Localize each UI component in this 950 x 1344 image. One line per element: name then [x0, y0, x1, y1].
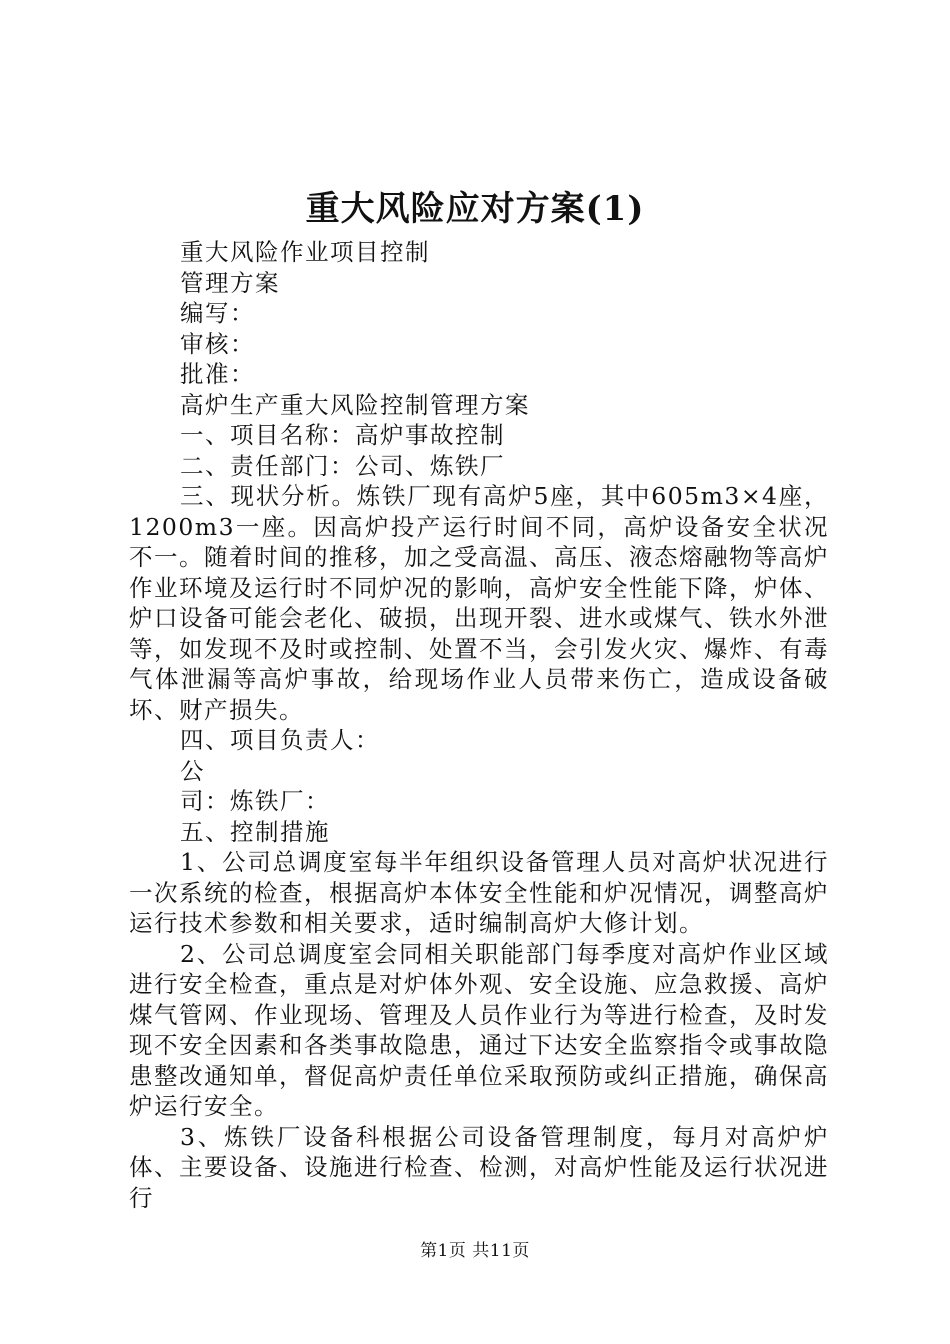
- project-leader-heading: 四、项目负责人：: [180, 726, 380, 754]
- control-measures-heading: 五、控制措施: [180, 817, 330, 846]
- status-analysis-paragraph: 三、现状分析。炼铁厂现有高炉5座，其中605m3×4座，1200m3一座。因高炉投产运行时间不同，高炉设备安全状况不一。随着时间的推移，加之受高温、高压、液态熔融物等高炉作业环境及运行时不同炉况的影响，高炉安全性能下降，炉体、炉口设备可能会老化、破损，出现开裂、进水或煤气、铁水外泄等，如发现不及时或控制、处置不当，会引发火灾、爆炸、有毒气体泄漏等高炉事故，给现场作业人员带来伤亡，造成设备破坏、财产损失。: [129, 482, 829, 724]
- document-body: [129, 237, 829, 1213]
- page-footer: 第1页 共11页: [420, 1241, 530, 1261]
- measure-paragraph: 3、炼铁厂设备科根据公司设备管理制度，每月对高炉炉体、主要设备、设施进行检查、检测，对高炉性能及运行状况进行: [129, 1122, 829, 1212]
- reviewer-label: 审核：: [180, 329, 255, 358]
- measure-paragraph: 1、公司总调度室每半年组织设备管理人员对高炉状况进行一次系统的检查，根据高炉本体安全性能和炉况情况，调整高炉运行技术参数和相关要求，适时编制高炉大修计划。: [129, 848, 829, 937]
- document-title: 重大风险应对方案(1): [305, 189, 645, 229]
- header-line: 重大风险作业项目控制: [180, 238, 430, 266]
- plan-subtitle: 高炉生产重大风险控制管理方案: [180, 390, 530, 419]
- measure-paragraph: 2、公司总调度室会同相关职能部门每季度对高炉作业区域进行安全检查，重点是对炉体外观、安全设施、应急救援、高炉煤气管网、作业现场、管理及人员作业行为等进行检查，及时发现不安全因素和各类事故隐患，通过下达安全监察指令或事故隐患整改通知单，督促高炉责任单位采取预防或纠正措施，确保高炉运行安全。: [129, 939, 829, 1120]
- project-leader-line: 公: [180, 756, 205, 785]
- approver-label: 批准：: [180, 360, 255, 388]
- header-line: 管理方案: [180, 268, 280, 297]
- project-name-line: 一、项目名称：高炉事故控制: [180, 421, 505, 449]
- editor-label: 编写：: [180, 299, 255, 327]
- project-leader-line: 司：炼铁厂：: [180, 787, 330, 815]
- responsible-dept-line: 二、责任部门：公司、炼铁厂: [180, 451, 505, 480]
